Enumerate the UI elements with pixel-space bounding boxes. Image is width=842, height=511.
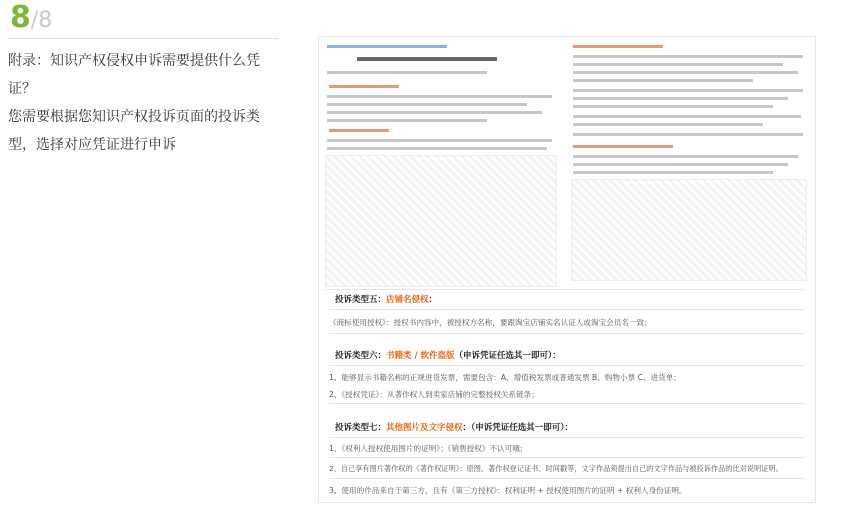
step-text-line-1: 附录：知识产权侵权申诉需要提供什么凭证？ xyxy=(8,53,260,97)
step-number xyxy=(10,0,52,35)
section-7-item-1: 1、《权利人授权使用图片的证明》；《销售授权》不认可哦； xyxy=(329,444,528,453)
step-text-line-2: 您需要根据您知识产权投诉页面的投诉类型，选择对应凭证进行申诉 xyxy=(8,109,260,153)
section-6-item-1: 1、能够显示书籍名称的正规进货发票，需要包含：A、增值税发票或普通发票 B、购物小票 C、进货单； xyxy=(329,373,681,382)
step-total: /8 xyxy=(30,8,53,33)
section-title-6: 投诉类型六：书籍类 / 软件盗版（申诉凭证任选其一即可）： xyxy=(335,351,561,361)
screenshot-image xyxy=(318,36,816,503)
section-5-item-1: 《商标使用授权》：授权书内容中，被授权方名称，要跟淘宝店铺实名认证人或淘宝会员名一致； xyxy=(329,318,652,327)
section-7-item-3: 3、使用的作品来自于第三方，且有《第三方授权》：权利证明 + 授权使用图片的证明 + 权利人身份证明。 xyxy=(329,486,687,495)
section-7-item-2: 2、自己享有图片著作权的《著作权证明》：原图、著作权登记证书、时间戳等，文字作品须提出自己的文字作品与被投诉作品的比对说明证明。 xyxy=(329,464,783,473)
step-description xyxy=(8,47,276,159)
step-divider xyxy=(8,38,278,39)
section-title-5: 投诉类型五：店铺名侵权： xyxy=(335,295,438,305)
step-current: 8 xyxy=(10,0,31,35)
section-6-item-2: 2、《授权凭证》：从著作权人到卖家店铺的完整授权关系链条； xyxy=(329,390,539,399)
section-title-7: 投诉类型七：其他图片及文字侵权：（申诉凭证任选其一即可）： xyxy=(335,423,574,433)
